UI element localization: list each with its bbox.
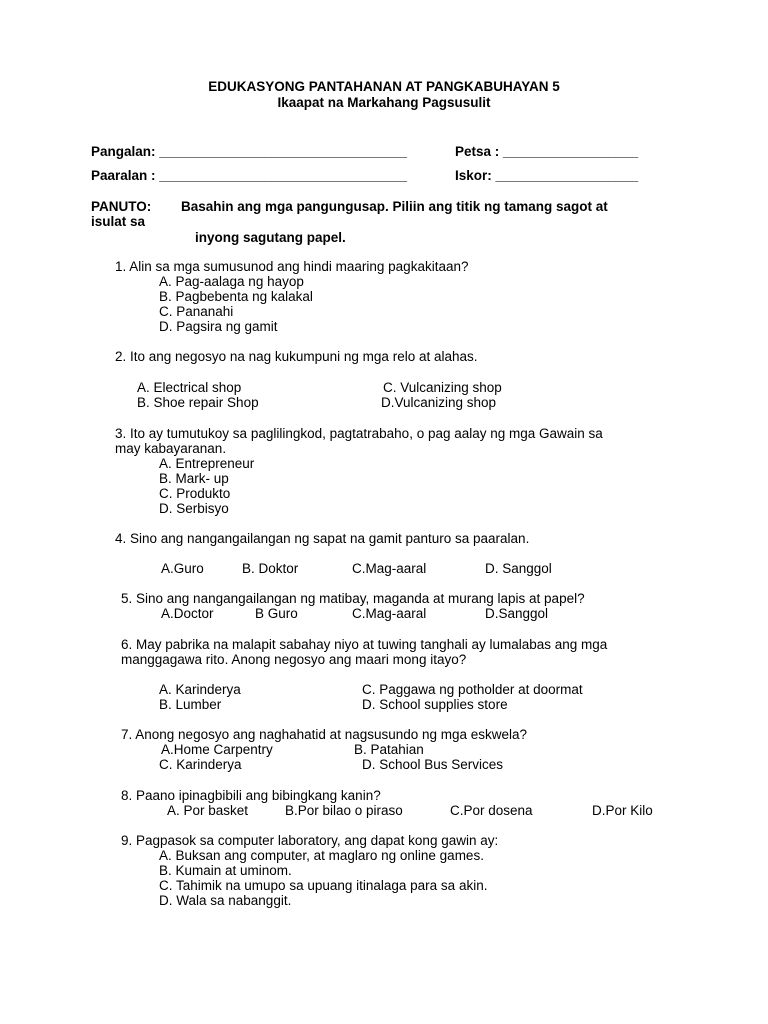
q1-option-d: D. Pagsira ng gamit (159, 319, 278, 334)
q1-option-b: B. Pagbebenta ng kalakal (159, 289, 313, 304)
q2-option-a: A. Electrical shop (137, 380, 242, 395)
q3-option-b: B. Mark- up (159, 471, 229, 486)
q8-option-c: C.Por dosena (450, 803, 533, 818)
q4-option-c: C.Mag-aaral (352, 561, 427, 576)
q2-option-b: B. Shoe repair Shop (137, 395, 259, 410)
q6-option-c: C. Paggawa ng potholder at doormat (362, 682, 583, 697)
q3-option-a: A. Entrepreneur (159, 456, 255, 471)
page-title: EDUKASYONG PANTAHANAN AT PANGKABUHAYAN 5 (208, 79, 560, 94)
q4-option-b: B. Doktor (242, 561, 299, 576)
instructions-label: PANUTO: (91, 199, 152, 214)
question-6: 6. May pabrika na malapit sabahay niyo at tuwing tanghali ay lumalabas ang mga (121, 637, 608, 652)
q8-option-a: A. Por basket (167, 803, 249, 818)
q7-option-a: A.Home Carpentry (161, 742, 273, 757)
question-3-cont: may kabayaranan. (115, 441, 227, 456)
question-7: 7. Anong negosyo ang naghahatid at nagsusundo ng mga eskwela? (121, 727, 528, 742)
q9-option-c: C. Tahimik na umupo sa upuang itinalaga para sa akin. (159, 878, 488, 893)
instructions-text: inyong sagutang papel. (195, 230, 346, 245)
q8-option-d: D.Por Kilo (592, 803, 653, 818)
q5-option-a: A.Doctor (161, 606, 214, 621)
question-5: 5. Sino ang nangangailangan ng matibay, maganda at murang lapis at papel? (121, 591, 585, 606)
name-field: Pangalan: _________________________________ (91, 144, 408, 159)
question-8: 8. Paano ipinagbibili ang bibingkang kanin? (121, 788, 381, 803)
question-6-cont: manggagawa rito. Anong negosyo ang maari mong itayo? (121, 652, 467, 667)
q6-option-a: A. Karinderya (159, 682, 241, 697)
page-subtitle: Ikaapat na Markahang Pagsusulit (277, 95, 491, 110)
q6-option-b: B. Lumber (159, 697, 222, 712)
q4-option-a: A.Guro (161, 561, 204, 576)
q5-option-d: D.Sanggol (485, 606, 549, 621)
q8-option-b: B.Por bilao o piraso (285, 803, 403, 818)
question-9: 9. Pagpasok sa computer laboratory, ang dapat kong gawin ay: (121, 833, 499, 848)
q4-option-d: D. Sanggol (485, 561, 552, 576)
q9-option-b: B. Kumain at uminom. (159, 863, 292, 878)
instructions-text: Basahin ang mga pangungusap. Piliin ang titik ng tamang sagot at (181, 199, 608, 214)
q7-option-b: B. Patahian (354, 742, 424, 757)
q6-option-d: D. School supplies store (362, 697, 508, 712)
question-1: 1. Alin sa mga sumusunod ang hindi maaring pagkakitaan? (115, 259, 469, 274)
question-3: 3. Ito ay tumutukoy sa paglilingkod, pagtatrabaho, o pag aalay ng mga Gawain sa (115, 426, 603, 441)
q1-option-a: A. Pag-aalaga ng hayop (159, 274, 304, 289)
q2-option-d: D.Vulcanizing shop (381, 395, 497, 410)
q1-option-c: C. Pananahi (159, 304, 234, 319)
q7-option-c: C. Karinderya (159, 757, 242, 772)
q3-option-d: D. Serbisyo (159, 501, 229, 516)
question-2: 2. Ito ang negosyo na nag kukumpuni ng mga relo at alahas. (115, 349, 478, 364)
date-field: Petsa : __________________ (455, 144, 639, 159)
q7-option-d: D. School Bus Services (362, 757, 504, 772)
school-field: Paaralan : _________________________________ (91, 168, 408, 183)
question-4: 4. Sino ang nangangailangan ng sapat na gamit panturo sa paaralan. (115, 531, 530, 546)
q5-option-c: C.Mag-aaral (352, 606, 427, 621)
q9-option-d: D. Wala sa nabanggit. (159, 893, 292, 908)
q5-option-b: B Guro (255, 606, 298, 621)
score-field: Iskor: ___________________ (455, 168, 639, 183)
q2-option-c: C. Vulcanizing shop (383, 380, 502, 395)
q9-option-a: A. Buksan ang computer, at maglaro ng online games. (159, 848, 484, 863)
q3-option-c: C. Produkto (159, 486, 231, 501)
instructions-text: isulat sa (91, 214, 146, 229)
